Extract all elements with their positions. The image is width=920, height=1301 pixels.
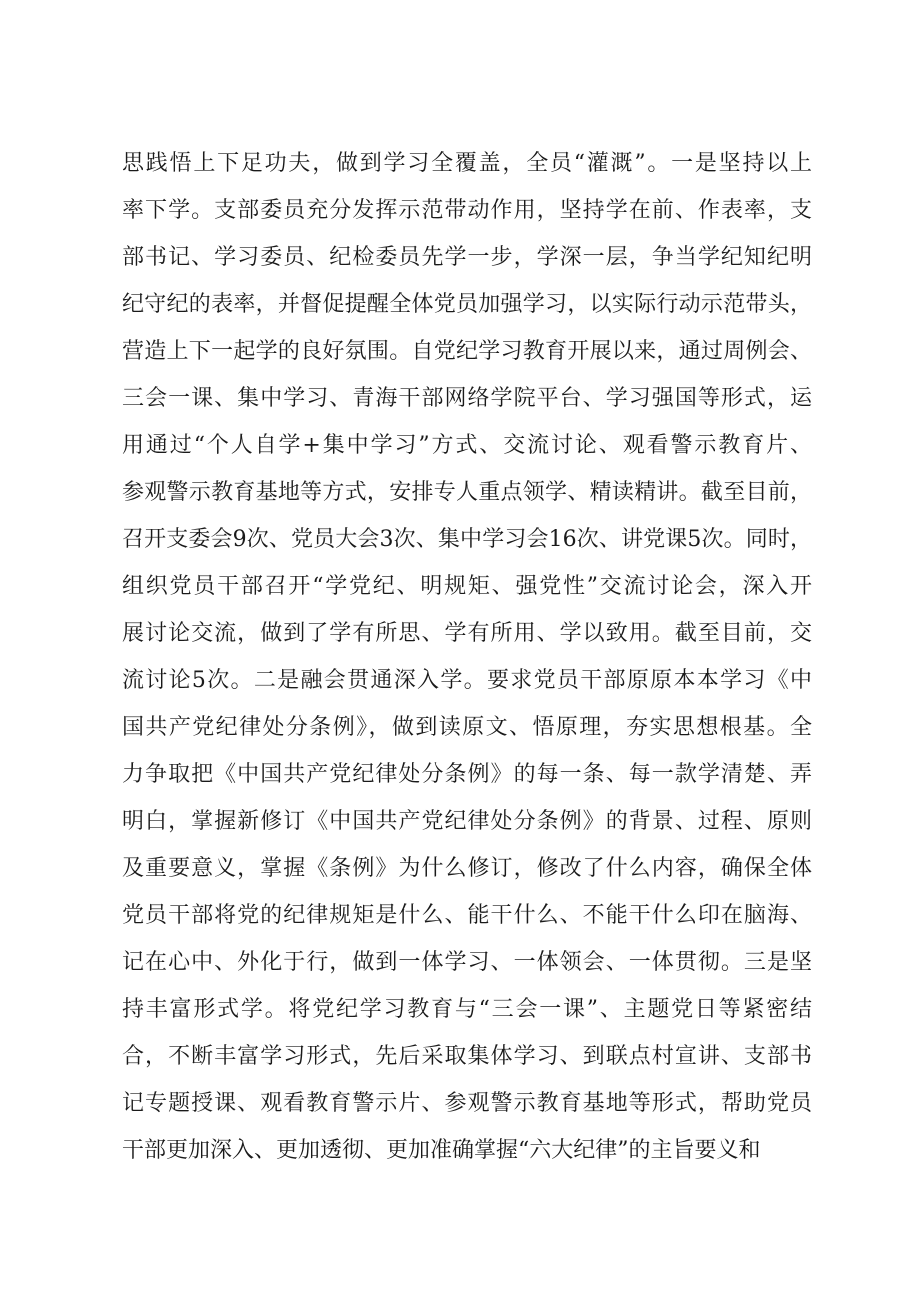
- text-line-7: 用通过“个人自学+集中学习”方式、交流讨论、观看警示教育片、: [122, 433, 812, 458]
- text-line-16: 及重要意义，掌握《条例》为什么修订，修改了什么内容，确保全体: [122, 856, 812, 881]
- text-line-8: 参观警示教育基地等方式，安排专人重点领学、精读精讲。截至目前，: [122, 480, 812, 505]
- text-line-3: 部书记、学习委员、纪检委员先学一步，学深一层，争当学纪知纪明: [122, 245, 812, 270]
- text-line-14: 力争取把《中国共产党纪律处分条例》的每一条、每一款学清楚、弄: [122, 762, 812, 787]
- text-line-5: 营造上下一起学的良好氛围。自党纪学习教育开展以来，通过周例会、: [122, 339, 812, 364]
- text-line-6: 三会一课、集中学习、青海干部网络学院平台、学习强国等形式，运: [122, 386, 812, 411]
- text-line-17: 党员干部将党的纪律规矩是什么、能干什么、不能干什么印在脑海、: [122, 903, 812, 928]
- text-line-9: 召开支委会9次、党员大会3次、集中学习会16次、讲党课5次。同时，: [122, 527, 812, 552]
- text-line-19: 持丰富形式学。将党纪学习教育与“三会一课”、主题党日等紧密结: [122, 997, 812, 1022]
- text-line-1: 思践悟上下足功夫，做到学习全覆盖，全员“灌溉”。一是坚持以上: [122, 151, 812, 176]
- text-line-4: 纪守纪的表率，并督促提醒全体党员加强学习，以实际行动示范带头，: [122, 292, 812, 317]
- text-line-21: 记专题授课、观看教育警示片、参观警示教育基地等形式，帮助党员: [122, 1091, 812, 1116]
- text-line-13: 国共产党纪律处分条例》，做到读原文、悟原理，夯实思想根基。全: [122, 715, 812, 740]
- text-line-10: 组织党员干部召开“学党纪、明规矩、强党性”交流讨论会，深入开: [122, 574, 812, 599]
- body-text: [122, 140, 812, 1174]
- text-line-22: 干部更加深入、更加透彻、更加准确掌握“六大纪律”的主旨要义和: [122, 1138, 761, 1163]
- text-line-18: 记在心中、外化于行，做到一体学习、一体领会、一体贯彻。三是坚: [122, 950, 812, 975]
- text-line-12: 流讨论5次。二是融会贯通深入学。要求党员干部原原本本学习《中: [122, 668, 812, 693]
- text-line-11: 展讨论交流，做到了学有所思、学有所用、学以致用。截至目前，交: [122, 621, 812, 646]
- text-line-15: 明白，掌握新修订《中国共产党纪律处分条例》的背景、过程、原则: [122, 809, 812, 834]
- text-line-20: 合，不断丰富学习形式，先后采取集体学习、到联点村宣讲、支部书: [122, 1044, 812, 1069]
- text-line-2: 率下学。支部委员充分发挥示范带动作用，坚持学在前、作表率，支: [122, 198, 812, 223]
